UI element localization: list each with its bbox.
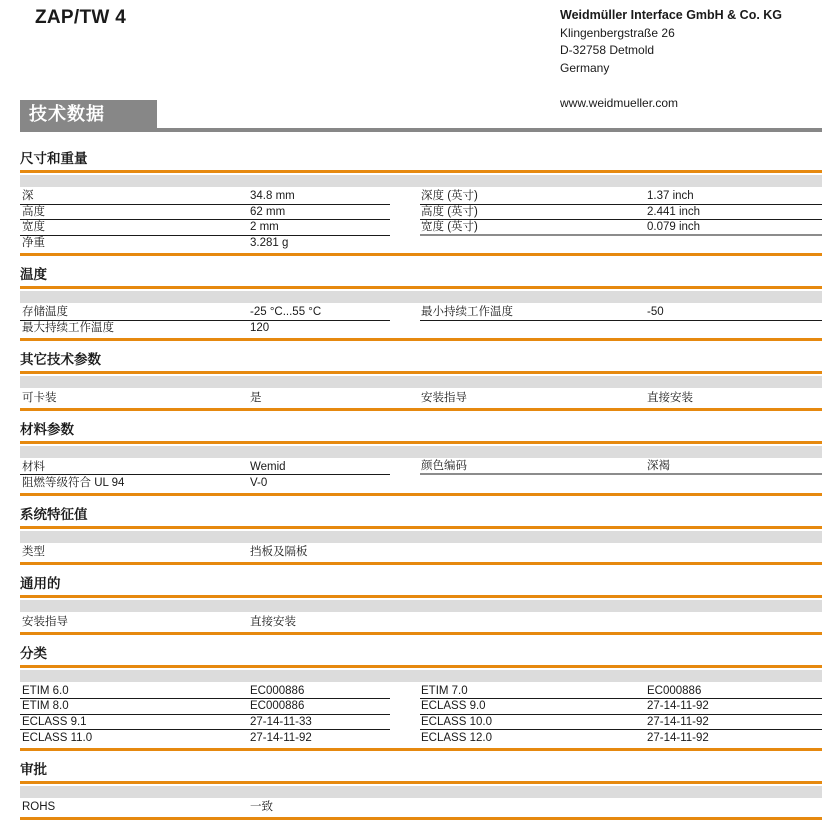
spec-value: 深褐	[647, 459, 822, 473]
spec-row	[20, 321, 390, 337]
spec-value: -50	[647, 305, 822, 319]
section-temperature	[20, 268, 822, 341]
section-title-rule	[20, 441, 822, 444]
section-bottom-rule	[20, 562, 822, 565]
spec-row	[20, 730, 390, 746]
spec-value: 直接安装	[647, 391, 822, 405]
section-approvals	[20, 763, 822, 820]
section-header-band	[20, 600, 822, 612]
spec-row	[20, 220, 390, 236]
spec-sections	[20, 140, 822, 820]
spec-label: 深	[20, 189, 250, 203]
section-title: 温度	[20, 268, 822, 286]
spec-value: -25 °C...55 °C	[250, 305, 390, 319]
spec-row	[420, 684, 822, 700]
spec-label: 阻燃等级符合 UL 94	[20, 476, 250, 490]
section-header-band	[20, 291, 822, 303]
spec-value: 是	[250, 391, 390, 405]
section-dimensions-weight	[20, 152, 822, 256]
company-name: Weidmüller Interface GmbH & Co. KG	[560, 7, 782, 25]
section-bottom-rule	[20, 493, 822, 496]
section-bottom-rule	[20, 408, 822, 411]
spec-row	[420, 699, 822, 715]
spec-label: 最大持续工作温度	[20, 321, 250, 335]
spec-label: ETIM 7.0	[420, 684, 647, 698]
spec-row	[20, 800, 390, 816]
section-title-rule	[20, 665, 822, 668]
spec-row	[420, 460, 822, 476]
spec-label: 深度 (英寸)	[420, 189, 647, 203]
section-title: 其它技术参数	[20, 353, 822, 371]
spec-row	[20, 614, 390, 630]
company-address-line-3: Germany	[560, 60, 782, 78]
spec-value: EC000886	[250, 684, 390, 698]
spec-row	[420, 730, 822, 746]
spec-label: 可卡装	[20, 391, 250, 405]
spec-label: ECLASS 9.1	[20, 715, 250, 729]
spec-label: 净重	[20, 236, 250, 250]
section-title-rule	[20, 286, 822, 289]
section-title: 通用的	[20, 577, 822, 595]
spec-value: 2 mm	[250, 220, 390, 234]
spec-value: 62 mm	[250, 205, 390, 219]
spec-label: 高度	[20, 205, 250, 219]
spec-label: ETIM 6.0	[20, 684, 250, 698]
company-address-line-1: Klingenbergstraße 26	[560, 25, 782, 43]
spec-value: 3.281 g	[250, 236, 390, 250]
company-address-line-2: D-32758 Detmold	[560, 42, 782, 60]
spec-label: 颜色编码	[420, 459, 647, 473]
spec-row	[420, 205, 822, 221]
spec-row	[20, 189, 390, 205]
spec-row	[20, 545, 390, 561]
spec-row	[20, 305, 390, 321]
spec-value: 27-14-11-92	[647, 699, 822, 713]
section-title: 尺寸和重量	[20, 152, 822, 170]
banner-underline	[20, 128, 822, 132]
spec-label: 安装指导	[420, 391, 647, 405]
section-bottom-rule	[20, 338, 822, 341]
section-material	[20, 423, 822, 496]
section-bottom-rule	[20, 632, 822, 635]
spec-value: 27-14-11-33	[250, 715, 390, 729]
spec-value: Wemid	[250, 460, 390, 474]
spec-value: EC000886	[647, 684, 822, 698]
spec-label: 材料	[20, 460, 250, 474]
spec-label: ECLASS 10.0	[420, 715, 647, 729]
spec-row	[420, 189, 822, 205]
section-general	[20, 577, 822, 635]
spec-label: ROHS	[20, 800, 250, 814]
spec-row	[420, 305, 822, 321]
spec-value: 一致	[250, 800, 390, 814]
spec-row	[20, 475, 390, 491]
spec-row	[420, 390, 822, 406]
section-title-rule	[20, 781, 822, 784]
company-website-link[interactable]: www.weidmueller.com	[560, 95, 782, 113]
section-bottom-rule	[20, 748, 822, 751]
spec-value: 34.8 mm	[250, 189, 390, 203]
spec-value: 120	[250, 321, 390, 335]
section-header-band	[20, 175, 822, 187]
spec-row	[20, 715, 390, 731]
spec-value: 1.37 inch	[647, 189, 822, 203]
section-header-band	[20, 531, 822, 543]
section-title-rule	[20, 595, 822, 598]
spec-value: 27-14-11-92	[250, 731, 390, 745]
spec-label: ECLASS 9.0	[420, 699, 647, 713]
section-title: 材料参数	[20, 423, 822, 441]
spec-row	[20, 390, 390, 406]
section-header-band	[20, 376, 822, 388]
section-title-rule	[20, 170, 822, 173]
spec-label: 宽度 (英寸)	[420, 220, 647, 234]
spec-label: 宽度	[20, 220, 250, 234]
spec-row	[20, 699, 390, 715]
section-title: 分类	[20, 647, 822, 665]
spec-value: 2.441 inch	[647, 205, 822, 219]
company-block	[560, 7, 782, 113]
section-title-rule	[20, 526, 822, 529]
spec-value: 0.079 inch	[647, 220, 822, 234]
section-title-rule	[20, 371, 822, 374]
spec-row	[420, 220, 822, 236]
spec-row	[20, 460, 390, 476]
technical-data-banner: 技术数据	[20, 100, 157, 128]
spec-row	[420, 715, 822, 731]
section-title: 审批	[20, 763, 822, 781]
spec-row	[20, 236, 390, 252]
spec-label: ETIM 8.0	[20, 699, 250, 713]
spec-label: 存储温度	[20, 305, 250, 319]
spec-row	[20, 684, 390, 700]
spec-label: 高度 (英寸)	[420, 205, 647, 219]
section-system-characteristics	[20, 508, 822, 566]
spec-value: 27-14-11-92	[647, 731, 822, 745]
spec-label: 最小持续工作温度	[420, 305, 647, 319]
section-header-band	[20, 670, 822, 682]
section-title: 系统特征值	[20, 508, 822, 526]
spec-value: 27-14-11-92	[647, 715, 822, 729]
spec-value: 直接安装	[250, 615, 390, 629]
section-other-technical	[20, 353, 822, 411]
spec-row	[20, 205, 390, 221]
product-title: ZAP/TW 4	[35, 7, 126, 29]
spec-label: 类型	[20, 545, 250, 559]
section-classifications	[20, 647, 822, 751]
section-header-band	[20, 446, 822, 458]
spec-label: 安装指导	[20, 615, 250, 629]
spec-label: ECLASS 11.0	[20, 731, 250, 745]
spec-label: ECLASS 12.0	[420, 731, 647, 745]
spec-value: V-0	[250, 476, 390, 490]
spec-value: 挡板及隔板	[250, 545, 390, 559]
section-header-band	[20, 786, 822, 798]
section-bottom-rule	[20, 253, 822, 256]
spec-value: EC000886	[250, 699, 390, 713]
